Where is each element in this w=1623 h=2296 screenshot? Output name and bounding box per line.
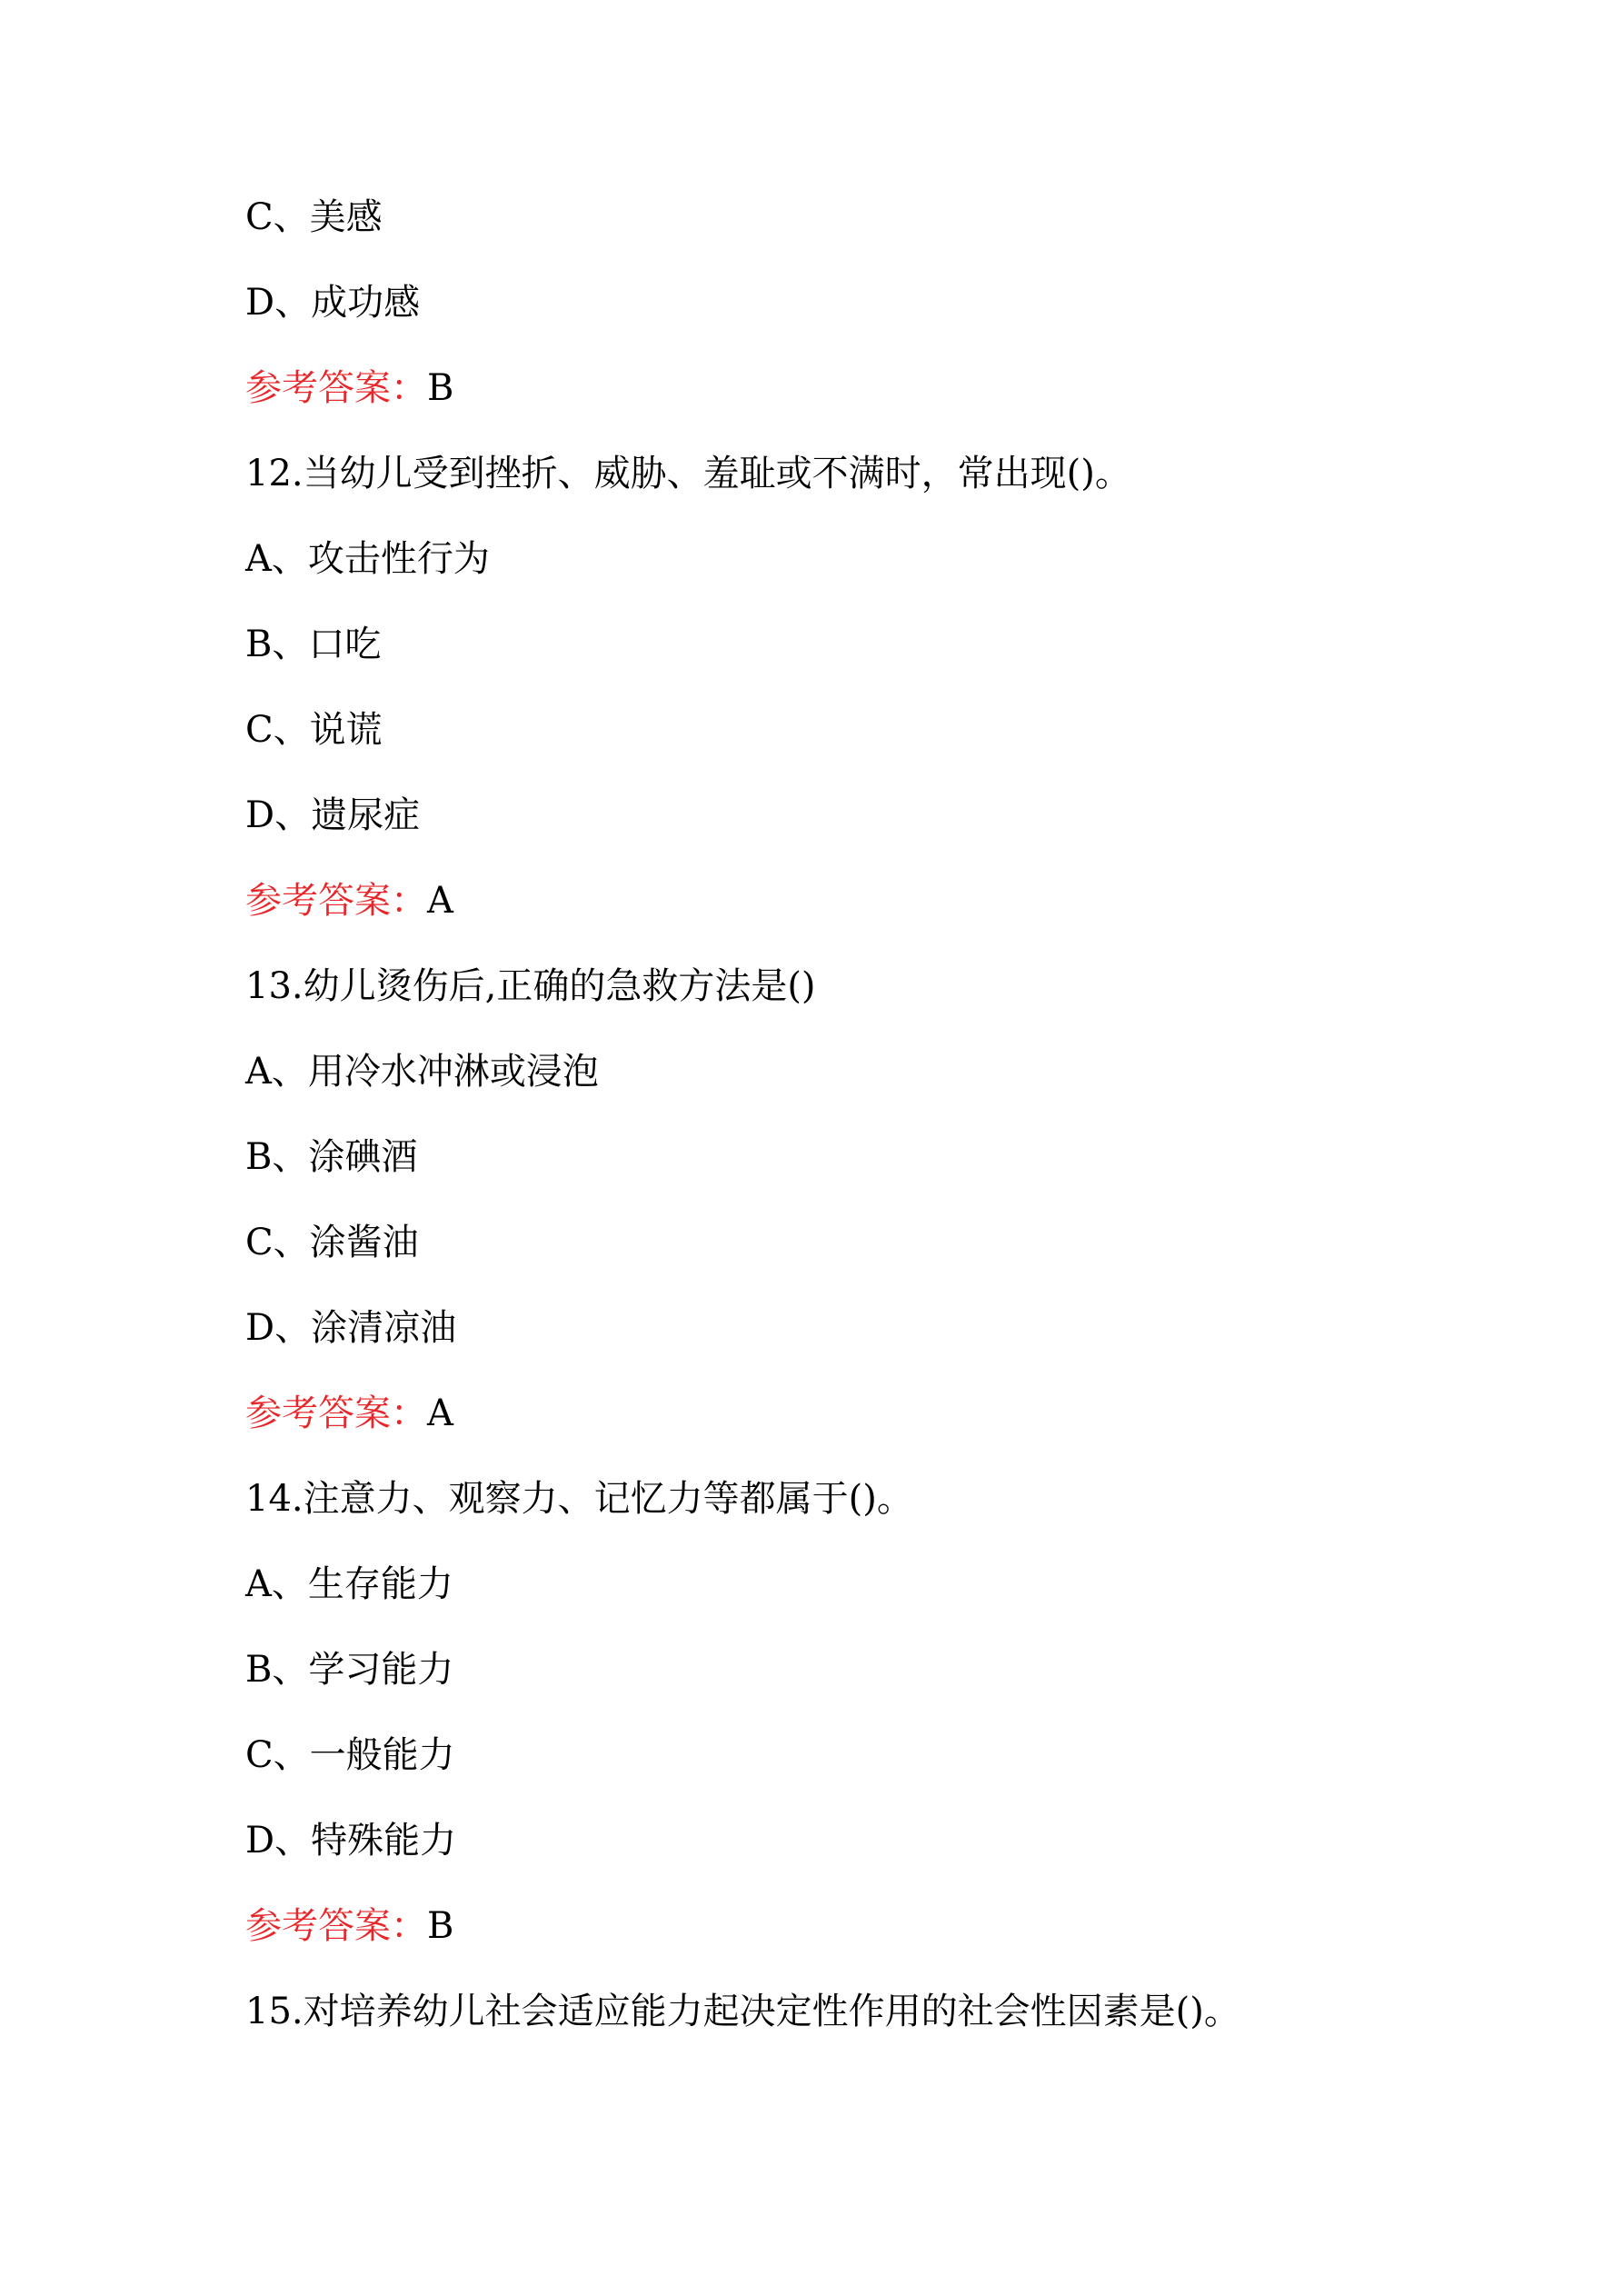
question-line: 13.幼儿烫伤后,正确的急救方法是(): [245, 965, 816, 1007]
answer-line: [245, 1386, 1563, 1441]
question-line: 15.对培养幼儿社会适应能力起决定性作用的社会性因素是()。: [245, 1991, 1240, 2032]
option-line: D、涂清凉油: [245, 1307, 457, 1349]
question-line: 12.当幼儿受到挫折、威胁、羞耻或不满时，常出现()。: [245, 453, 1131, 494]
answer-line: [245, 873, 1563, 928]
option-line: B、涂碘酒: [245, 1136, 418, 1178]
option-line: B、学习能力: [245, 1649, 454, 1691]
option-line: A、攻击性行为: [245, 538, 490, 580]
option-line: D、成功感: [245, 282, 421, 324]
answer-label: 参考答案：: [245, 880, 427, 922]
option-line: A、生存能力: [245, 1563, 453, 1605]
answer-value: B: [427, 367, 454, 409]
option-line: A、用冷水冲淋或浸泡: [245, 1051, 599, 1093]
answer-line: [245, 361, 1563, 415]
answer-label: 参考答案：: [245, 1905, 427, 1947]
question-line: 14.注意力、观察力、记忆力等都属于()。: [245, 1478, 913, 1520]
answer-value: A: [427, 1393, 453, 1434]
option-line: D、特殊能力: [245, 1820, 457, 1862]
option-line: C、美感: [245, 196, 383, 238]
option-line: C、一般能力: [245, 1734, 455, 1776]
answer-label: 参考答案：: [245, 367, 427, 409]
option-line: C、涂酱油: [245, 1222, 419, 1263]
answer-value: A: [427, 880, 453, 922]
answer-value: B: [427, 1905, 454, 1947]
answer-line: [245, 1899, 1563, 1953]
option-line: B、口吃: [245, 624, 382, 665]
option-line: C、说谎: [245, 709, 383, 751]
option-line: D、遗尿症: [245, 794, 421, 836]
answer-label: 参考答案：: [245, 1393, 427, 1434]
